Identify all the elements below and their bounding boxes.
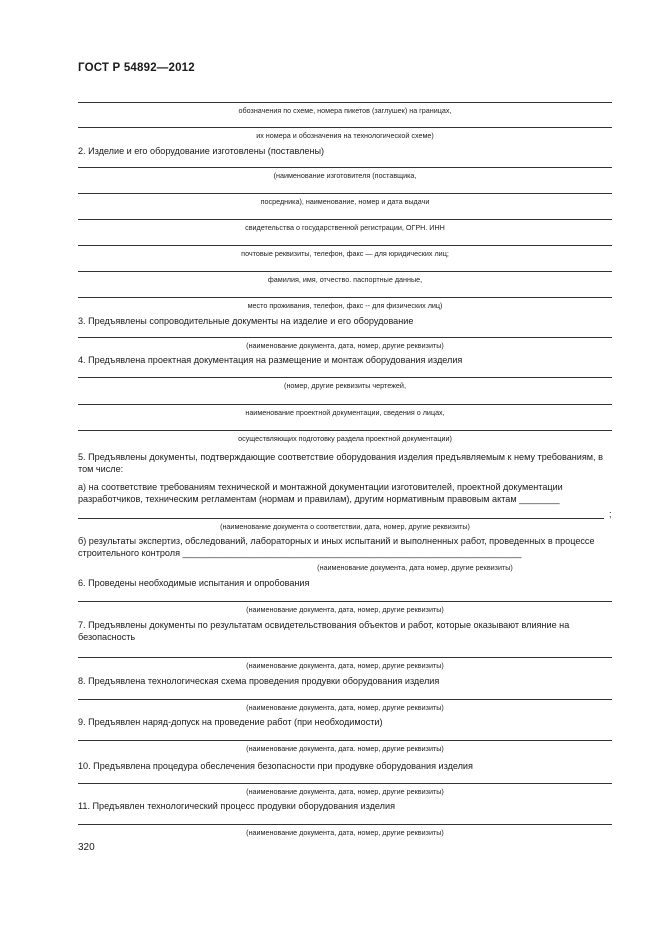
field-caption: обозначения по схеме, номера пикетов (заглушек) на границах, [238,106,452,115]
fill-line [78,377,612,378]
fill-line [78,167,612,168]
field-caption: наименование проектной документации, сведения о лицах, [245,408,445,417]
document-header: ГОСТ Р 54892—2012 [78,62,195,74]
field-caption: их номера и обозначения на технологической схеме) [256,131,434,140]
item-9-text: 9. Предъявлен наряд-допуск на проведение работ (при необходимости) [78,717,383,727]
item-6-text: 6. Проведены необходимые испытания и опробования [78,578,310,588]
field-caption: (наименование документа, дата номер, другие реквизиты) [317,563,513,572]
field-caption: посредника), наименование, номер и дата выдачи [260,197,430,206]
fill-line [78,245,612,246]
fill-line [78,430,612,431]
fill-line [78,657,612,658]
fill-line [78,783,612,784]
field-caption: (наименование документа о соответствии, дата, номер, другие реквизиты) [220,522,470,531]
field-caption: (наименование документа, дата, номер, другие реквизиты) [246,605,444,614]
fill-line [78,824,612,825]
fill-line [78,601,612,602]
field-caption: (наименование изготовителя (поставщика, [273,171,417,180]
fill-line [78,740,612,741]
field-caption: фамилия, имя, отчество. паспортные данные, [267,275,423,284]
item-2-text: 2. Изделие и его оборудование изготовлены (поставлены) [78,146,325,156]
item-11-text: 11. Предъявлен технологический процесс продувки оборудования изделия [78,801,395,811]
item-8-text: 8. Предъявлена технологическая схема проведения продувки оборудования изделия [78,676,440,686]
item-7-text: 7. Предъявлены документы по результатам освидетельствования объектов и работ, которые оказывают влияние на безопасность [78,620,570,642]
item-3-text: 3. Предъявлены сопроводительные документы на изделие и его оборудование [78,316,414,326]
fill-line [78,337,612,338]
field-caption: (наименование документа, дата, номер, другие реквизиты) [246,661,444,670]
fill-line [78,404,612,405]
field-caption: свидетельства о государственной регистрации, ОГРН. ИНН [245,223,445,232]
fill-line [78,271,612,272]
field-caption: (наименование документа, дата, номер, другие реквизиты) [246,341,444,350]
field-caption: осуществляющих подготовку раздела проектной документации) [238,434,452,443]
item-5-text: 5. Предъявлены документы, подтверждающие соответствие оборудования изделия предъявляемым к нему требованиям, в том числе: [78,452,603,474]
item-4-text: 4. Предъявлена проектная документация на размещение и монтаж оборудования изделия [78,355,463,365]
page-number: 320 [78,842,95,853]
item-5a-text: а) на соответствие требованиям технической и монтажной документации изготовителей, проектной документации разработчиков, техническим регламентам (нормам и правилам), другим нормативным правовым актам ________ [78,482,563,504]
field-caption: (наименование документа, дата, номер, другие реквизиты) [246,828,444,837]
fill-line [78,699,612,700]
fill-line [78,193,612,194]
fill-line [78,297,612,298]
fill-line [78,219,612,220]
field-caption: (наименование документа, дата, номер, другие реквизиты) [246,787,444,796]
fill-line [78,127,612,128]
fill-line [78,518,604,519]
item-5a-end: ; [609,509,612,519]
field-caption: почтовые реквизиты, телефон, факс — для юридических лиц; [241,249,449,258]
item-5b-text: б) результаты экспертиз, обследований, лабораторных и иных испытаний и выполненных работ, проведенных в процессе строительного контроля ___________________________________________________________________ [78,536,595,558]
field-caption: место проживания, телефон, факс -- для физических лиц) [247,301,443,310]
item-10-text: 10. Предъявлена процедура обеслечения безопасности при продувке оборудования изделия [78,761,473,771]
field-caption: (наименование документа, дата. номер, другие реквизиты) [246,744,444,753]
fill-line [78,102,612,103]
field-caption: (номер, другие реквизиты чертежей, [284,381,406,390]
field-caption: (наименование документа, дата, номер, другие реквизиты) [246,703,444,712]
